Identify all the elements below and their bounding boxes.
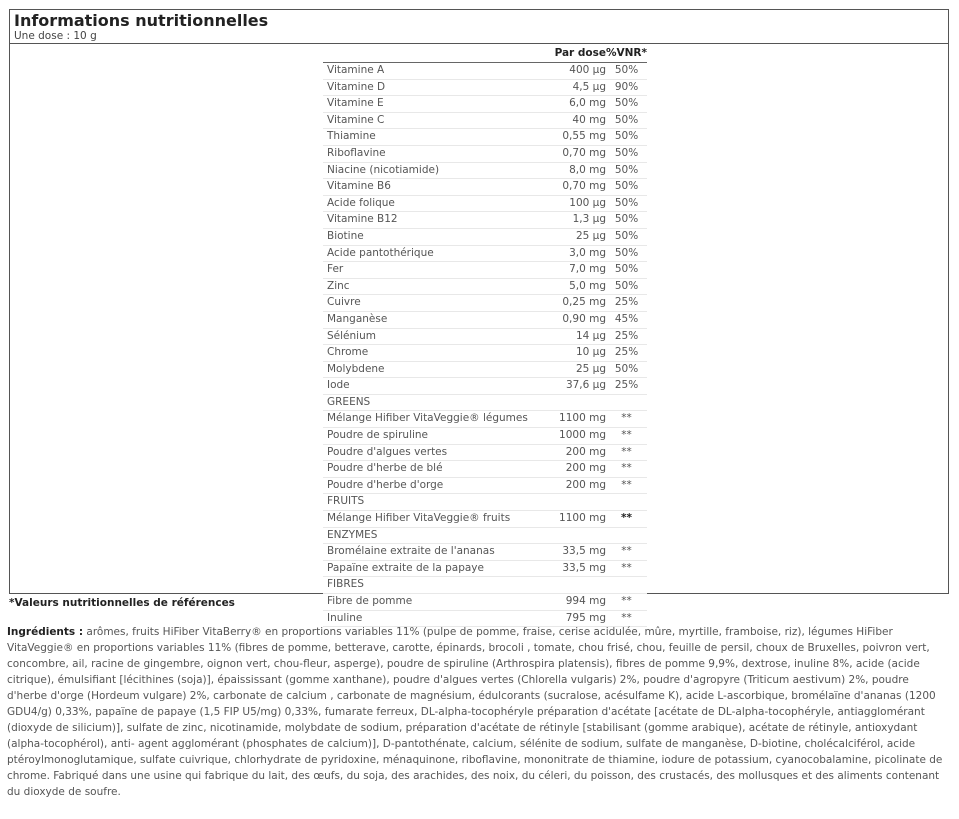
- table-row: [323, 544, 647, 561]
- table-row: [323, 428, 647, 445]
- nutrient-vnr: 25%: [606, 295, 647, 312]
- nutrient-vnr: 50%: [606, 162, 647, 179]
- nutrient-vnr: **: [606, 444, 647, 461]
- nutrient-vnr: **: [606, 428, 647, 445]
- empty-cell: [549, 494, 606, 511]
- nutrient-vnr: 25%: [606, 378, 647, 395]
- nutrient-name: Chrome: [323, 345, 549, 362]
- nutrient-vnr: **: [606, 477, 647, 494]
- nutrient-dose: 25 µg: [549, 361, 606, 378]
- section-heading: GREENS: [323, 394, 549, 411]
- table-row: [323, 361, 647, 378]
- nutrient-name: Molybdene: [323, 361, 549, 378]
- nutrient-vnr: 50%: [606, 262, 647, 279]
- nutrient-name: Mélange Hifiber VitaVeggie® fruits: [323, 511, 549, 528]
- table-row: [323, 112, 647, 129]
- nutrient-vnr: 50%: [606, 278, 647, 295]
- nutrient-dose: 7,0 mg: [549, 262, 606, 279]
- nutrient-name: Riboflavine: [323, 145, 549, 162]
- nutrient-name: Fer: [323, 262, 549, 279]
- table-row: [323, 378, 647, 395]
- table-row: [323, 461, 647, 478]
- nutrient-vnr: 50%: [606, 361, 647, 378]
- table-header-row: [323, 45, 647, 63]
- table-row: [323, 444, 647, 461]
- empty-cell: [549, 577, 606, 594]
- nutrient-name: Vitamine E: [323, 96, 549, 113]
- nutrient-dose: 1100 mg: [549, 511, 606, 528]
- table-row: [323, 212, 647, 229]
- table-row: [323, 195, 647, 212]
- nutrient-vnr: **: [606, 594, 647, 611]
- table-row: [323, 96, 647, 113]
- nutrient-dose: 0,90 mg: [549, 311, 606, 328]
- nutrition-table: [323, 45, 647, 627]
- empty-cell: [606, 577, 647, 594]
- table-row: [323, 63, 647, 80]
- nutrient-name: Vitamine A: [323, 63, 549, 80]
- nutrient-name: Vitamine B6: [323, 179, 549, 196]
- table-row: [323, 228, 647, 245]
- empty-cell: [606, 527, 647, 544]
- section-heading-row: [323, 527, 647, 544]
- nutrient-name: Bromélaine extraite de l'ananas: [323, 544, 549, 561]
- nutrient-name: Fibre de pomme: [323, 594, 549, 611]
- nutrient-dose: 0,55 mg: [549, 129, 606, 146]
- nutrient-dose: 200 mg: [549, 477, 606, 494]
- nutrient-vnr: 50%: [606, 112, 647, 129]
- nutrient-dose: 100 µg: [549, 195, 606, 212]
- nutrient-dose: 400 µg: [549, 63, 606, 80]
- nutrient-name: Papaïne extraite de la papaye: [323, 560, 549, 577]
- ingredients-text: arômes, fruits HiFiber VitaBerry® en proportions variables 11% (pulpe de pomme, fraise, cerise acidulée, mûre, myrtille, framboise, riz), légumes HiFiber VitaVeggie® en proportions variables 11% (fibres de pomme, betterave, carotte, épinards, brocoli , tomate, chou frisé, chou, feuille de persil, choux de Bruxelles, poivron vert, concombre, ail, racine de gingembre, oignon vert, chou-fleur, asperge), poudre de spiruline (Arthrospira platensis), fibres de pomme 9,9%, dextrose, inuline 8%, acide (acide citrique), émulsifiant [lécithines (soja)], épaississant (gomme xanthane), poudre d'algues vertes (Chlorella vulgaris) 2%, poudre d'agropyre (Triticum aestivum) 2%, poudre d'herbe d'orge (Hordeum vulgare) 2%, carbonate de calcium , carbonate de magnésium, édulcorants (sucralose, acésulfame K), acide L-ascorbique, bromélaïne d'ananas (1200 GDU4/g) 0,33%, papaïne de papaye (1,5 FIP U5/mg) 0,33%, fumarate ferreux, DL-alpha-tocophéryle préparation d'acétate [acétate de DL-alpha-tocophéryle, antiagglomérant (dioxyde de silicium)], sulfate de zinc, nicotinamide, molybdate de sodium, préparation d'acétate de rétinyle [stabilisant (gomme arabique), acétate de rétinyle, antioxydant (alpha-tocophérol), anti- agent agglomérant (phosphates de calcium)], D-pantothénate, calcium, sélénite de sodium, sulfate de manganèse, D-biotine, cholécalciférol, acide ptéroylmonoglutamique, sulfate cuivrique, chlorhydrate de pyridoxine, ménaquinone, riboflavine, mononitrate de thiamine, iodure de potassium, cyanocobalamine, picolinate de chrome. Fabriqué dans une usine qui fabrique du lait, des œufs, du soja, des arachides, des noix, du céleri, du poisson, des crustacés, des mollusques et des aliments contenant du dioxyde de soufre.: [7, 626, 943, 798]
- nutrient-name: Niacine (nicotiamide): [323, 162, 549, 179]
- nutrient-vnr: 50%: [606, 96, 647, 113]
- nutrient-dose: 5,0 mg: [549, 278, 606, 295]
- nutrient-vnr: 50%: [606, 63, 647, 80]
- nutrient-name: Inuline: [323, 610, 549, 627]
- table-row: [323, 79, 647, 96]
- nutrient-vnr: 50%: [606, 195, 647, 212]
- nutrient-dose: 0,70 mg: [549, 145, 606, 162]
- empty-cell: [549, 394, 606, 411]
- nutrient-dose: 3,0 mg: [549, 245, 606, 262]
- vnr-column-header: %VNR*: [606, 45, 647, 63]
- nutrient-vnr: 50%: [606, 145, 647, 162]
- nutrient-vnr: 50%: [606, 212, 647, 229]
- section-heading-row: [323, 394, 647, 411]
- nutrient-dose: 200 mg: [549, 461, 606, 478]
- nutrient-name: Vitamine C: [323, 112, 549, 129]
- nutrient-dose: 1,3 µg: [549, 212, 606, 229]
- dose-column-header: Par dose: [549, 45, 606, 63]
- nutrient-name: Sélénium: [323, 328, 549, 345]
- nutrient-name: Poudre de spiruline: [323, 428, 549, 445]
- nutrient-name: Poudre d'herbe de blé: [323, 461, 549, 478]
- nutrient-dose: 10 µg: [549, 345, 606, 362]
- table-row: [323, 145, 647, 162]
- table-row: [323, 477, 647, 494]
- table-row: [323, 179, 647, 196]
- nutrient-dose: 40 mg: [549, 112, 606, 129]
- empty-cell: [606, 494, 647, 511]
- nutrient-dose: 25 µg: [549, 228, 606, 245]
- nutrient-name: Vitamine B12: [323, 212, 549, 229]
- nutrition-table-body: [323, 63, 647, 627]
- nutrient-vnr: **: [606, 544, 647, 561]
- nutrient-vnr: 50%: [606, 245, 647, 262]
- nutrient-dose: 795 mg: [549, 610, 606, 627]
- nutrient-name: Poudre d'herbe d'orge: [323, 477, 549, 494]
- nutrient-vnr: 45%: [606, 311, 647, 328]
- table-row: [323, 345, 647, 362]
- panel-header: [10, 10, 948, 44]
- nutrient-name: Mélange Hifiber VitaVeggie® légumes: [323, 411, 549, 428]
- table-row: [323, 245, 647, 262]
- nutrient-name: Acide folique: [323, 195, 549, 212]
- nutrient-vnr: **: [606, 610, 647, 627]
- nutrient-name: Thiamine: [323, 129, 549, 146]
- table-row: [323, 594, 647, 611]
- nutrient-dose: 0,25 mg: [549, 295, 606, 312]
- table-row: [323, 560, 647, 577]
- nutrient-vnr: **: [606, 560, 647, 577]
- table-row: [323, 295, 647, 312]
- nutrient-vnr: 90%: [606, 79, 647, 96]
- nutrient-dose: 1000 mg: [549, 428, 606, 445]
- table-row: [323, 411, 647, 428]
- table-row: [323, 129, 647, 146]
- table-row: [323, 511, 647, 528]
- nutrient-name: Manganèse: [323, 311, 549, 328]
- table-row: [323, 262, 647, 279]
- table-row: [323, 328, 647, 345]
- nutrient-dose: 8,0 mg: [549, 162, 606, 179]
- nutrient-dose: 0,70 mg: [549, 179, 606, 196]
- nutrient-vnr: 50%: [606, 129, 647, 146]
- table-row: [323, 311, 647, 328]
- nutrient-dose: 1100 mg: [549, 411, 606, 428]
- empty-cell: [606, 394, 647, 411]
- nutrient-name: Biotine: [323, 228, 549, 245]
- nutrient-name: Acide pantothérique: [323, 245, 549, 262]
- nutrient-vnr: **: [606, 411, 647, 428]
- section-heading-row: [323, 577, 647, 594]
- nutrient-dose: 33,5 mg: [549, 560, 606, 577]
- ingredients-label: Ingrédients :: [7, 626, 84, 638]
- page-title: Informations nutritionnelles: [14, 11, 269, 30]
- nutrient-name: Cuivre: [323, 295, 549, 312]
- section-heading: FIBRES: [323, 577, 549, 594]
- nutrient-name: Zinc: [323, 278, 549, 295]
- footnote: *Valeurs nutritionnelles de références: [9, 597, 235, 609]
- nutrient-vnr: 50%: [606, 228, 647, 245]
- nutrient-vnr: 50%: [606, 179, 647, 196]
- nutrient-dose: 200 mg: [549, 444, 606, 461]
- nutrient-vnr: 25%: [606, 345, 647, 362]
- nutrient-dose: 4,5 µg: [549, 79, 606, 96]
- nutrient-dose: 994 mg: [549, 594, 606, 611]
- nutrient-dose: 6,0 mg: [549, 96, 606, 113]
- table-row: [323, 162, 647, 179]
- name-column-header: [323, 45, 549, 63]
- section-heading: FRUITS: [323, 494, 549, 511]
- table-row: [323, 278, 647, 295]
- nutrient-name: Vitamine D: [323, 79, 549, 96]
- nutrient-vnr: **: [606, 461, 647, 478]
- ingredients-paragraph: [7, 624, 949, 800]
- nutrient-name: Poudre d'algues vertes: [323, 444, 549, 461]
- section-heading: ENZYMES: [323, 527, 549, 544]
- nutrient-name: Iode: [323, 378, 549, 395]
- nutrient-vnr: **: [606, 511, 647, 528]
- serving-size: Une dose : 10 g: [14, 30, 97, 42]
- nutrient-dose: 33,5 mg: [549, 544, 606, 561]
- nutrient-vnr: 25%: [606, 328, 647, 345]
- empty-cell: [549, 527, 606, 544]
- section-heading-row: [323, 494, 647, 511]
- nutrient-dose: 14 µg: [549, 328, 606, 345]
- nutrient-dose: 37,6 µg: [549, 378, 606, 395]
